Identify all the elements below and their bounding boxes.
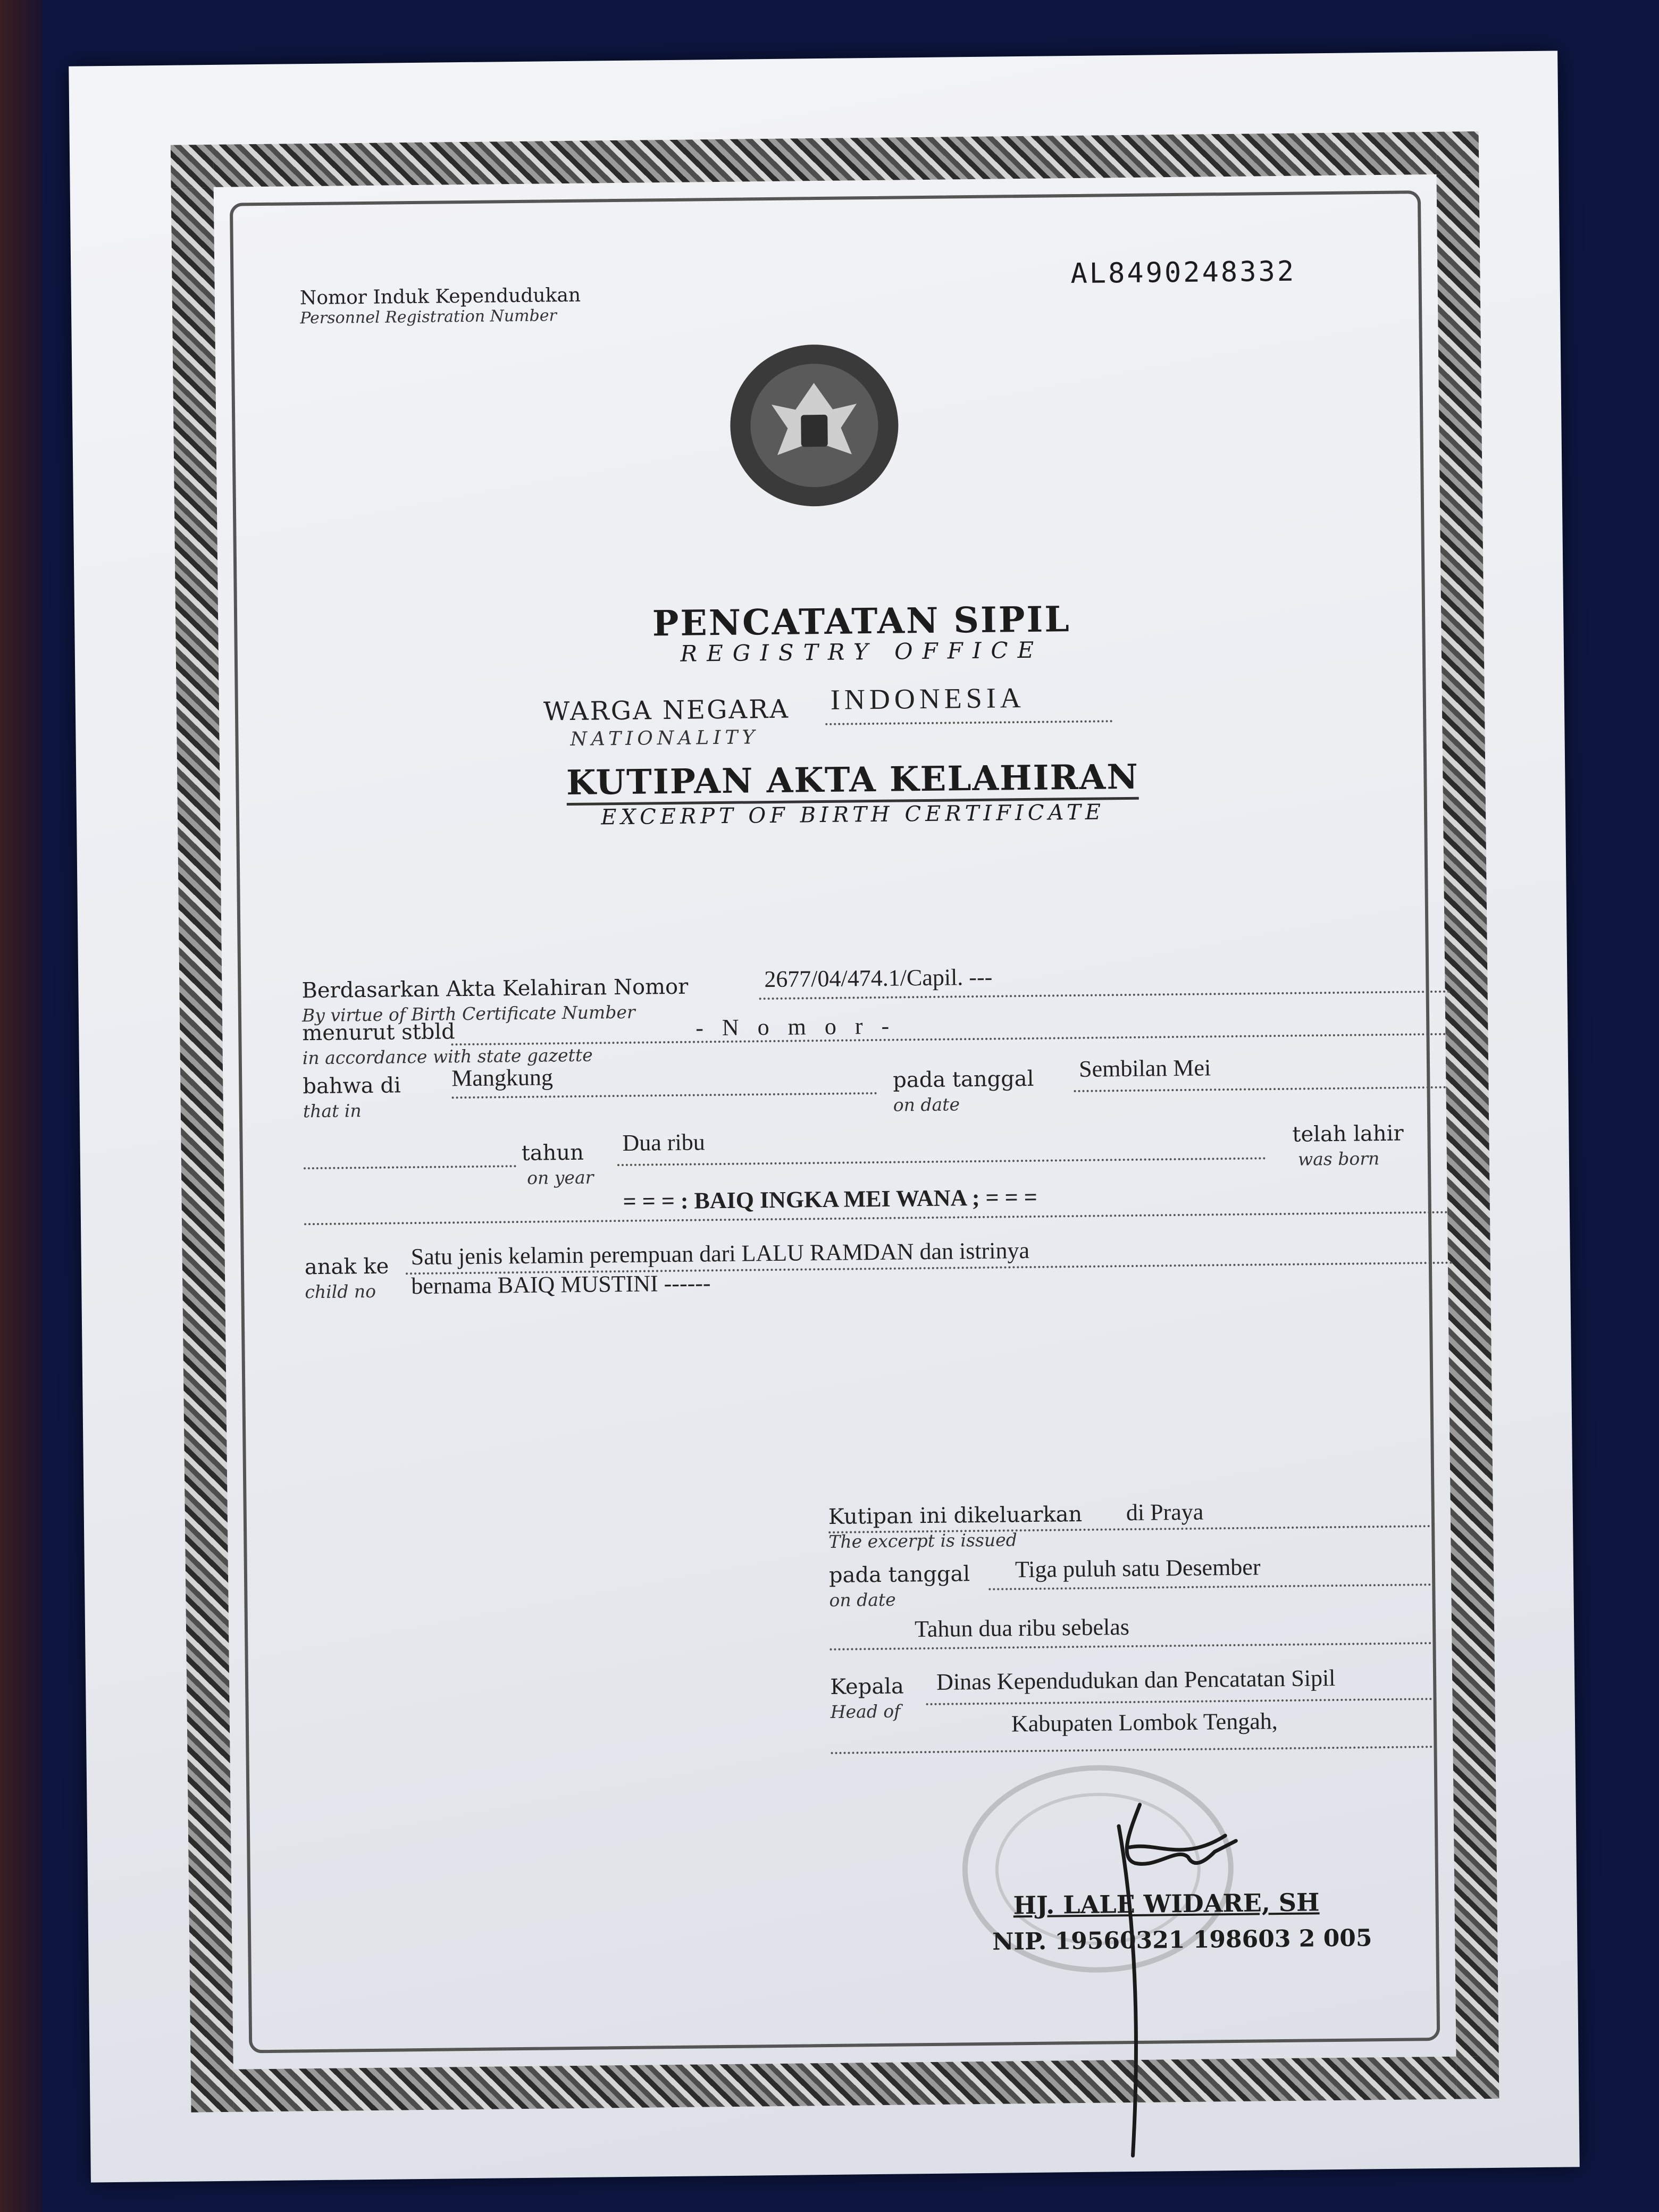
garuda-emblem-icon: [726, 339, 903, 511]
birth-date-label: pada tanggal: [893, 1066, 1034, 1093]
year-value: Dua ribu: [622, 1129, 705, 1156]
head-label: Kepala: [830, 1674, 904, 1699]
nationality-label: WARGA NEGARA: [543, 694, 790, 727]
title-block: [569, 597, 1154, 668]
doc-title: KUTIPAN AKTA KELAHIRAN: [566, 757, 1139, 806]
issued-place: di Praya: [1126, 1498, 1204, 1526]
doc-title-block: [533, 757, 1172, 831]
stbld-label: menurut stbld: [302, 1019, 455, 1046]
serial-number: AL8490248332: [1070, 255, 1296, 290]
birth-date-value: Sembilan Mei: [1078, 1054, 1211, 1082]
birth-date-label-en: on date: [893, 1094, 960, 1116]
place-label-en: that in: [303, 1100, 362, 1122]
nik-label: Nomor Induk Kependudukan: [299, 284, 581, 309]
child-no-line2: bernama BAIQ MUSTINI ------: [411, 1270, 711, 1300]
issued-date-value1: Tiga puluh satu Desember: [1015, 1554, 1261, 1583]
nomor-label: - N o m o r -: [695, 1012, 896, 1041]
born-label-en: was born: [1297, 1148, 1380, 1170]
nationality-label-en: NATIONALITY: [570, 726, 759, 750]
child-no-line1: Satu jenis kelamin perempuan dari LALU RAMDAN dan istrinya: [410, 1237, 1030, 1270]
cert-no-value: 2677/04/474.1/Capil. ---: [764, 963, 993, 993]
year-label: tahun: [521, 1140, 584, 1166]
issued-date-label: pada tanggal: [828, 1562, 970, 1588]
issued-label-en: The excerpt is issued: [828, 1529, 1017, 1552]
cert-no-label: Berdasarkan Akta Kelahiran Nomor: [301, 974, 689, 1003]
year-label-en: on year: [526, 1167, 594, 1188]
issued-date-value2: Tahun dua ribu sebelas: [914, 1614, 1130, 1643]
born-label: telah lahir: [1292, 1121, 1404, 1147]
head-label-en: Head of: [830, 1700, 901, 1722]
cert-no-label-en: By virtue of Birth Certificate Number: [301, 1001, 635, 1026]
doc-title-en: EXCERPT OF BIRTH CERTIFICATE: [600, 800, 1105, 830]
signatory-nip: NIP. 19560321 198603 2 005: [992, 1924, 1372, 1956]
signatory-name: HJ. LALE WIDARE, SH: [1013, 1888, 1320, 1920]
issued-label: Kutipan ini dikeluarkan: [828, 1502, 1083, 1529]
issued-date-label-en: on date: [829, 1589, 896, 1611]
head-value2: Kabupaten Lombok Tengah,: [1011, 1708, 1278, 1737]
nik-label-en: Personnel Registration Number: [300, 306, 557, 328]
signature-icon: [1097, 1782, 1314, 2167]
nik-label-block: [300, 284, 581, 328]
office-title: PENCATATAN SIPIL: [652, 598, 1071, 644]
place-label: bahwa di: [303, 1073, 401, 1099]
table-edge: [0, 0, 43, 2212]
child-no-label: anak ke: [304, 1254, 389, 1280]
office-title-en: REGISTRY OFFICE: [680, 636, 1044, 667]
child-name: = = = : BAIQ INGKA MEI WANA ; = = =: [623, 1184, 1038, 1214]
head-value1: Dinas Kependudukan dan Pencatatan Sipil: [936, 1664, 1336, 1695]
place-value: Mangkung: [451, 1064, 554, 1092]
certificate-paper: [69, 51, 1580, 2182]
stbld-label-en: in accordance with state gazette: [302, 1044, 593, 1069]
nationality-value: INDONESIA: [830, 682, 1026, 716]
child-no-label-en: child no: [305, 1280, 376, 1303]
